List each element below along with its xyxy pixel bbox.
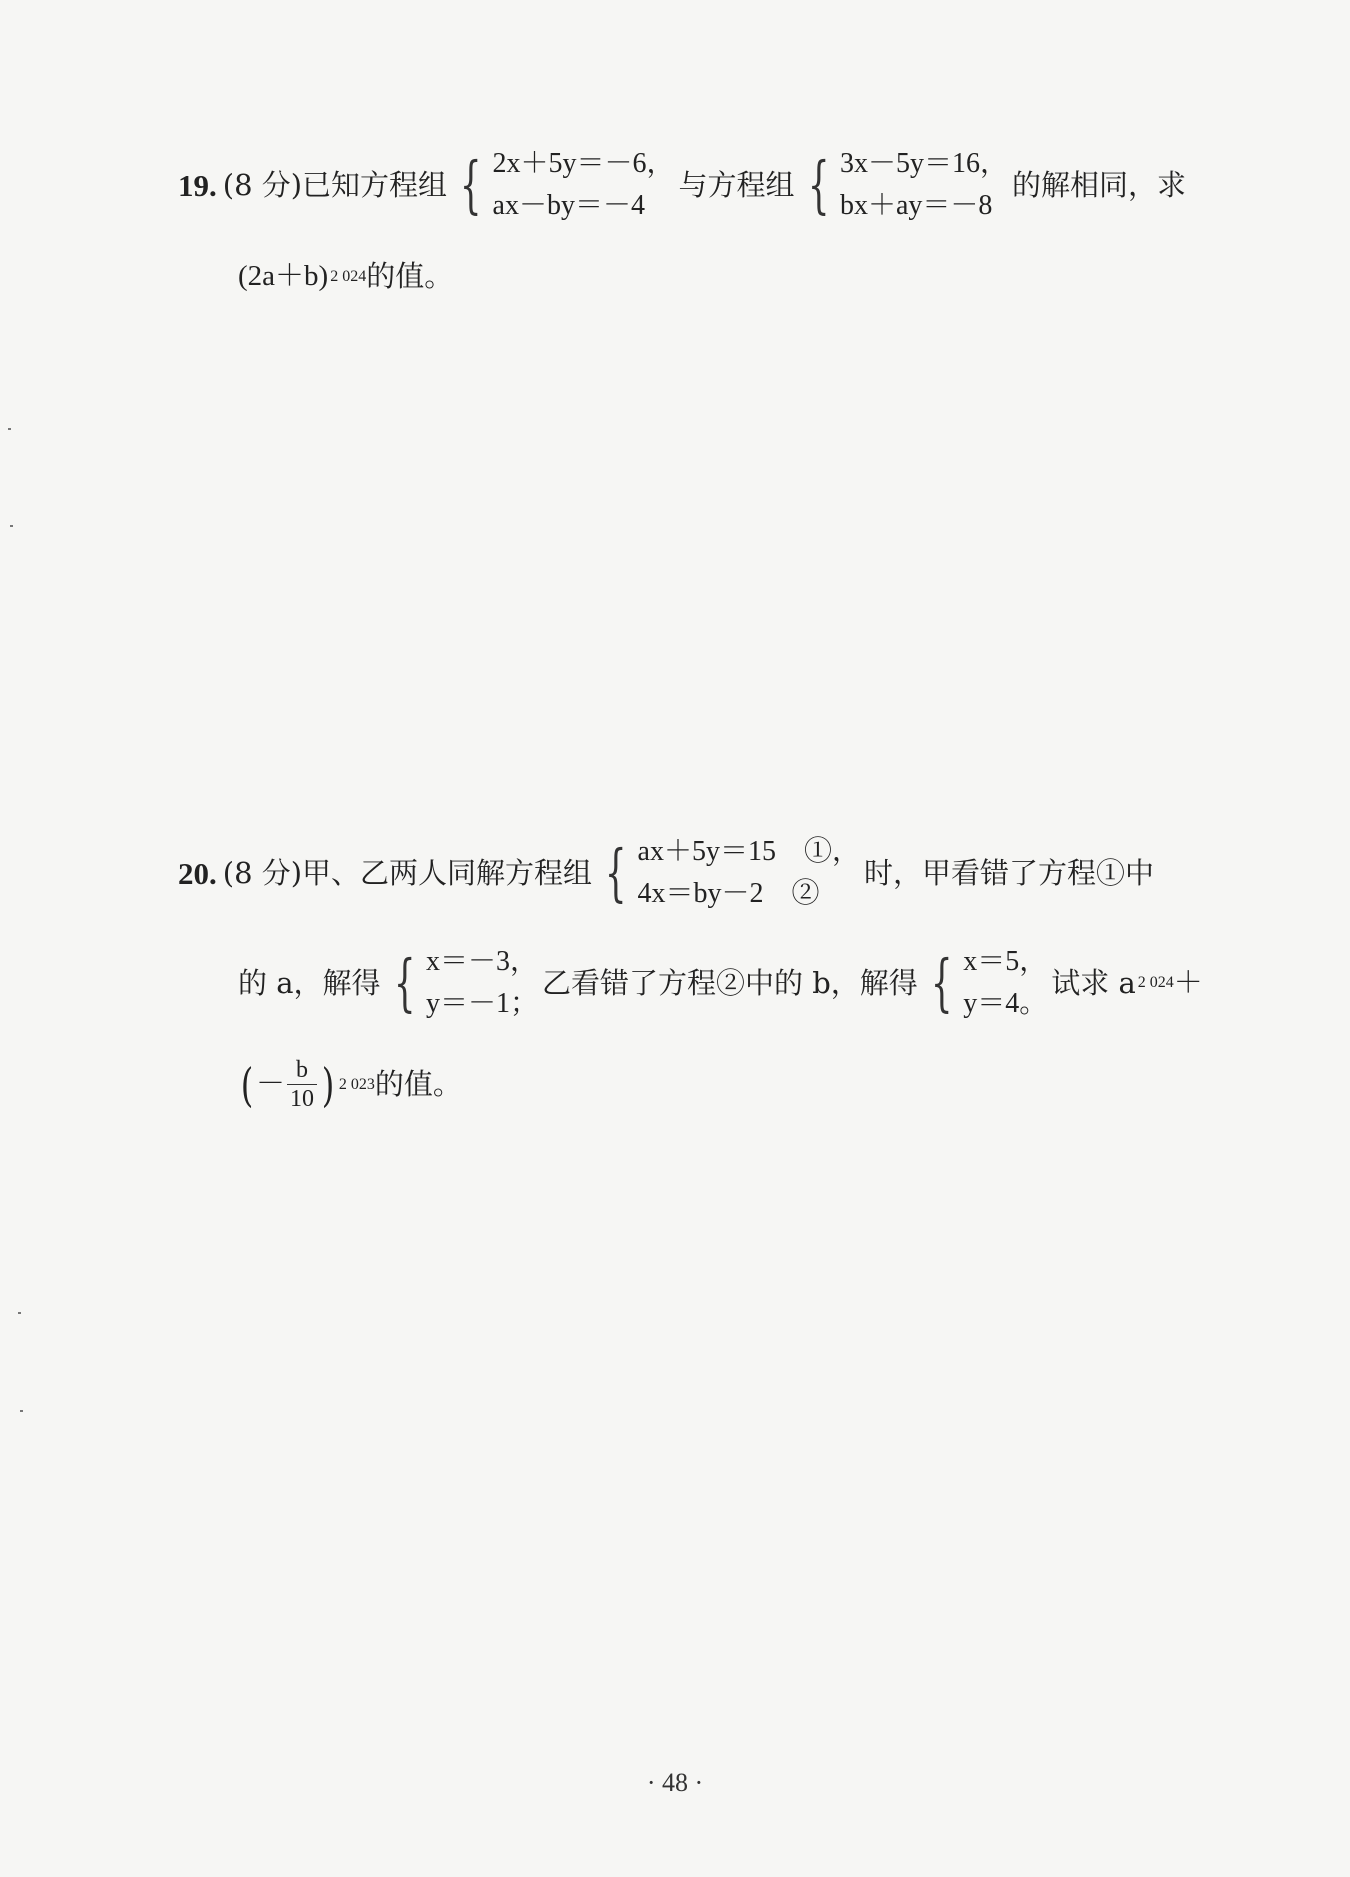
problem-20-line-3 xyxy=(238,1058,462,1111)
scan-speck xyxy=(18,1312,21,1314)
equation: x＝5， xyxy=(963,946,1048,977)
problem-text: 的 a，解得 xyxy=(238,965,381,1000)
brace-icon: { xyxy=(604,836,627,909)
problem-text: (8 分)已知方程组 xyxy=(222,167,448,202)
brace-icon: { xyxy=(459,148,482,221)
equation: y＝4。 xyxy=(963,988,1048,1019)
problem-20-line-1 xyxy=(178,838,1154,908)
equation: ax＋5y＝15 ①， xyxy=(637,836,860,867)
right-paren-icon: ) xyxy=(321,1057,335,1112)
equation: x＝－3， xyxy=(425,946,538,977)
solution-system xyxy=(922,948,1047,1018)
scan-speck xyxy=(20,1410,23,1412)
expression: (2a＋b) xyxy=(238,260,329,292)
fraction-denominator: 10 xyxy=(289,1086,314,1112)
problem-number: 20. xyxy=(178,855,217,891)
solution-system xyxy=(385,948,538,1018)
fraction-bar xyxy=(287,1084,317,1085)
problem-text: 乙看错了方程②中的 b，解得 xyxy=(541,965,918,1000)
plus-sign: ＋ xyxy=(1173,966,1203,999)
fraction xyxy=(287,1058,317,1111)
problem-text: 试求 a xyxy=(1051,965,1136,1000)
problem-number: 19. xyxy=(178,167,217,203)
problem-text: 的值。 xyxy=(374,1067,462,1101)
equation: ax－by＝－4 xyxy=(492,190,645,221)
problem-text: 的值。 xyxy=(366,259,454,293)
page-number: · 48 · xyxy=(646,1768,704,1797)
exponent: 2 023 xyxy=(338,1075,375,1093)
exponent: 2 024 xyxy=(1137,974,1174,991)
brace-icon: { xyxy=(393,946,416,1019)
minus-sign: － xyxy=(255,1068,285,1100)
equation-system xyxy=(596,838,860,908)
left-paren-icon: ( xyxy=(240,1057,254,1112)
brace-icon: { xyxy=(930,946,953,1019)
equation: y＝－1； xyxy=(425,988,538,1019)
equation: 3x－5y＝16， xyxy=(840,148,1009,179)
problem-text: 时，甲看错了方程①中 xyxy=(863,855,1154,890)
problem-text: (8 分)甲、乙两人同解方程组 xyxy=(222,855,593,890)
scan-speck xyxy=(8,428,11,430)
problem-19-line-1 xyxy=(178,150,1186,220)
equation-system xyxy=(451,150,674,220)
problem-text: 的解相同，求 xyxy=(1012,167,1187,202)
problem-19-line-2 xyxy=(238,259,454,293)
equation: 4x＝by－2 ② xyxy=(637,878,820,909)
fraction-numerator: b xyxy=(295,1057,308,1083)
equation: 2x＋5y＝－6， xyxy=(492,148,675,179)
exponent: 2 024 xyxy=(330,267,367,285)
equation-system xyxy=(799,150,1008,220)
brace-icon: { xyxy=(807,148,830,221)
problem-20-line-2 xyxy=(238,948,1203,1018)
scan-speck xyxy=(10,525,13,527)
problem-text: 与方程组 xyxy=(678,167,795,202)
equation: bx＋ay＝－8 xyxy=(840,190,993,221)
